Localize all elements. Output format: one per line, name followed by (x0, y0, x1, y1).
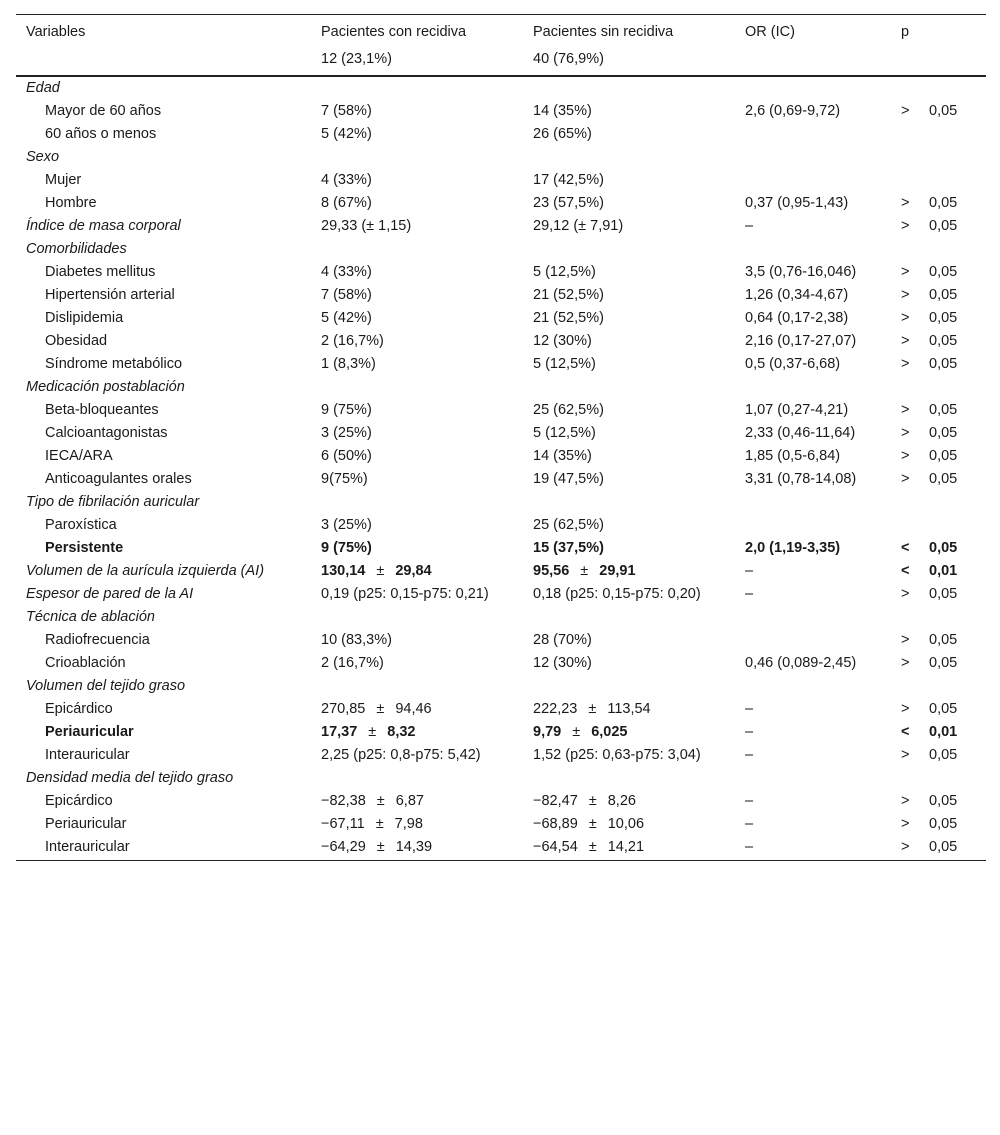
header-or: OR (IC) (735, 15, 891, 46)
row-label: Periauricular (45, 816, 127, 832)
cell-sin: 12 (30%) (533, 333, 592, 349)
section-row (16, 146, 986, 169)
cell-or: – (745, 218, 754, 234)
cell-sin: 14 (35%) (533, 103, 592, 119)
cell-sin: 12 (30%) (533, 655, 592, 671)
cell-con: 1 (8,3%) (321, 356, 376, 372)
table-row (16, 629, 986, 652)
header-n-sin: 40 (76,9%) (523, 45, 735, 76)
p-value: 0,05 (929, 218, 958, 234)
cell-sin: 5 (12,5%) (533, 264, 596, 280)
cell-p (891, 813, 986, 836)
cell-sin: −82,47 ± 8,26 (533, 793, 636, 809)
cell-or: – (735, 836, 891, 861)
cell-or: – (745, 816, 754, 832)
section-label: Medicación postablación (26, 379, 185, 395)
row-label: Crioablación (45, 655, 126, 671)
p-symbol: > (901, 402, 910, 418)
p-value: 0,05 (929, 402, 958, 418)
cell-p (891, 744, 986, 767)
cell-sin: 21 (52,5%) (533, 310, 604, 326)
p-value: 0,01 (929, 724, 958, 740)
table-row (16, 284, 986, 307)
table-row (16, 399, 986, 422)
cell-sin: 14 (35%) (533, 448, 592, 464)
cell-sin: −68,89 ± 10,06 (533, 816, 645, 832)
cell-sin: 95,56 ± 29,91 (533, 563, 636, 579)
row-label: Paroxística (45, 517, 117, 533)
cell-or: 0,37 (0,95-1,43) (745, 195, 849, 211)
p-symbol: > (901, 816, 910, 832)
cell-or: 1,26 (0,34-4,67) (745, 287, 849, 303)
p-symbol: > (901, 287, 910, 303)
cell-or: – (745, 793, 754, 809)
cell-con: 6 (50%) (321, 448, 372, 464)
row-label: Anticoagulantes orales (45, 471, 192, 487)
cell-p (891, 583, 986, 606)
row-label: Epicárdico (45, 701, 113, 717)
p-symbol: > (901, 839, 910, 855)
table-row (16, 123, 986, 146)
cell-p (891, 790, 986, 813)
cell-or: 2,33 (0,46-11,64) (745, 425, 856, 441)
section-label: Tipo de fibrilación auricular (26, 494, 200, 510)
cell-con: 2,25 (p25: 0,8-p75: 5,42) (321, 747, 481, 763)
cell-sin: 29,12 (± 7,91) (533, 218, 624, 234)
row-label: 60 años o menos (45, 126, 157, 142)
cell-sin: 0,18 (p25: 0,15-p75: 0,20) (533, 586, 701, 602)
cell-con: 9 (75%) (321, 402, 372, 418)
cell-p (891, 445, 986, 468)
row-label: Epicárdico (45, 793, 113, 809)
p-symbol: > (901, 218, 910, 234)
p-symbol: > (901, 195, 910, 211)
cell-sin: 5 (12,5%) (533, 356, 596, 372)
p-symbol: > (901, 333, 910, 349)
cell-or: 1,07 (0,27-4,21) (745, 402, 849, 418)
p-value: 0,05 (929, 793, 958, 809)
row-label: Hipertensión arterial (45, 287, 175, 303)
p-value: 0,05 (929, 471, 958, 487)
cell-p (891, 307, 986, 330)
p-value: 0,05 (929, 425, 958, 441)
cell-p (891, 629, 986, 652)
table-row (16, 813, 986, 836)
table-row (16, 514, 986, 537)
row-label: Periauricular (45, 724, 134, 740)
results-table (16, 14, 986, 861)
cell-p (891, 215, 986, 238)
p-value: 0,05 (929, 632, 958, 648)
p-symbol: > (901, 471, 910, 487)
cell-or: 2,16 (0,17-27,07) (745, 333, 857, 349)
section-label: Volumen del tejido graso (26, 678, 186, 694)
p-value: 0,05 (929, 287, 958, 303)
p-symbol: > (901, 793, 910, 809)
p-value: 0,05 (929, 356, 958, 372)
table-row (16, 468, 986, 491)
p-value: 0,05 (929, 448, 958, 464)
cell-con: 4 (33%) (321, 264, 372, 280)
cell-or: 1,85 (0,5-6,84) (745, 448, 841, 464)
cell-con: 17,37 ± 8,32 (321, 724, 416, 740)
row-label: Radiofrecuencia (45, 632, 150, 648)
cell-sin: 17 (42,5%) (533, 172, 604, 188)
cell-sin: 9,79 ± 6,025 (533, 724, 628, 740)
row-label: Obesidad (45, 333, 108, 349)
cell-sin: 28 (70%) (533, 632, 592, 648)
cell-con: 7 (58%) (321, 287, 372, 303)
cell-con: 9 (75%) (321, 540, 372, 556)
p-symbol: > (901, 586, 910, 602)
cell-con: 4 (33%) (321, 172, 372, 188)
cell-con: 29,33 (± 1,15) (321, 218, 412, 234)
table-row (16, 537, 986, 560)
p-value: 0,05 (929, 747, 958, 763)
p-symbol: > (901, 103, 910, 119)
p-symbol: > (901, 425, 910, 441)
cell-or: 3,31 (0,78-14,08) (745, 471, 857, 487)
table-row (16, 721, 986, 744)
cell-con: 8 (67%) (321, 195, 372, 211)
section-label: Comorbilidades (26, 241, 127, 257)
row-label: Índice de masa corporal (26, 218, 181, 234)
section-row (16, 491, 986, 514)
row-label: Persistente (45, 540, 124, 556)
p-symbol: > (901, 310, 910, 326)
cell-or: 2,6 (0,69-9,72) (745, 103, 841, 119)
section-label: Densidad media del tejido graso (26, 770, 234, 786)
section-row (16, 238, 986, 261)
cell-or: – (745, 563, 754, 579)
table-row (16, 169, 986, 192)
cell-con: 5 (42%) (321, 126, 372, 142)
cell-con: 5 (42%) (321, 310, 372, 326)
cell-con: −82,38 ± 6,87 (321, 793, 424, 809)
cell-p (891, 468, 986, 491)
cell-p (891, 836, 986, 861)
header-con-recidiva: Pacientes con recidiva (311, 15, 523, 46)
cell-sin: 25 (62,5%) (533, 517, 604, 533)
p-value: 0,05 (929, 839, 958, 855)
row-label: Síndrome metabólico (45, 356, 183, 372)
cell-or: 0,46 (0,089-2,45) (745, 655, 857, 671)
header-n-row (16, 45, 986, 76)
cell-p (891, 537, 986, 560)
cell-p (891, 330, 986, 353)
row-label: Espesor de pared de la AI (26, 586, 194, 602)
row-label: Hombre (45, 195, 97, 211)
cell-con: −64,29 ± 14,39 (311, 836, 523, 861)
table-row (16, 307, 986, 330)
row-label: Beta-bloqueantes (45, 402, 159, 418)
p-value: 0,05 (929, 264, 958, 280)
cell-or: 2,0 (1,19-3,35) (745, 540, 841, 556)
row-label: Diabetes mellitus (45, 264, 156, 280)
cell-p (891, 721, 986, 744)
table-row (16, 445, 986, 468)
table-row (16, 422, 986, 445)
p-symbol: > (901, 632, 910, 648)
cell-or: – (745, 747, 754, 763)
cell-sin: 25 (62,5%) (533, 402, 604, 418)
table-row (16, 192, 986, 215)
cell-or: 0,5 (0,37-6,68) (745, 356, 841, 372)
table-row (16, 261, 986, 284)
header-sin-recidiva: Pacientes sin recidiva (523, 15, 735, 46)
table-row (16, 583, 986, 606)
cell-con: 130,14 ± 29,84 (321, 563, 432, 579)
p-symbol: > (901, 448, 910, 464)
section-row (16, 606, 986, 629)
table-row (16, 652, 986, 675)
row-label: Dislipidemia (45, 310, 124, 326)
row-label: IECA/ARA (45, 448, 113, 464)
cell-p (891, 353, 986, 376)
cell-con: 270,85 ± 94,46 (321, 701, 432, 717)
p-value: 0,05 (929, 103, 958, 119)
p-symbol: > (901, 701, 910, 717)
cell-sin: 21 (52,5%) (533, 287, 604, 303)
cell-p (891, 652, 986, 675)
cell-or: 3,5 (0,76-16,046) (745, 264, 857, 280)
p-value: 0,05 (929, 816, 958, 832)
cell-p (891, 100, 986, 123)
section-row (16, 76, 986, 100)
cell-con: 7 (58%) (321, 103, 372, 119)
cell-p (891, 284, 986, 307)
cell-sin: 1,52 (p25: 0,63-p75: 3,04) (533, 747, 701, 763)
row-label: Mujer (45, 172, 82, 188)
p-value: 0,05 (929, 586, 958, 602)
cell-p (891, 399, 986, 422)
cell-or: – (745, 586, 754, 602)
section-row (16, 767, 986, 790)
p-symbol: > (901, 655, 910, 671)
section-row (16, 675, 986, 698)
row-label: Interauricular (45, 747, 130, 763)
cell-p (891, 261, 986, 284)
cell-sin: −64,54 ± 14,21 (523, 836, 735, 861)
table-row (16, 836, 986, 861)
table-row (16, 353, 986, 376)
p-symbol: < (901, 724, 910, 740)
cell-sin: 23 (57,5%) (533, 195, 604, 211)
p-symbol: > (901, 747, 910, 763)
table-row (16, 790, 986, 813)
cell-sin: 15 (37,5%) (533, 540, 604, 556)
cell-p (891, 560, 986, 583)
cell-con: 2 (16,7%) (321, 655, 384, 671)
p-symbol: < (901, 563, 910, 579)
cell-con: −67,11 ± 7,98 (321, 816, 423, 832)
cell-sin: 19 (47,5%) (533, 471, 604, 487)
header-row (16, 15, 986, 46)
cell-p (891, 422, 986, 445)
cell-sin: 26 (65%) (533, 126, 592, 142)
section-label: Sexo (26, 149, 60, 165)
table-row (16, 215, 986, 238)
p-value: 0,05 (929, 310, 958, 326)
cell-sin: 222,23 ± 113,54 (533, 701, 651, 717)
p-value: 0,01 (929, 563, 958, 579)
cell-or: – (745, 701, 754, 717)
cell-con: 10 (83,3%) (321, 632, 392, 648)
cell-con: 3 (25%) (321, 425, 372, 441)
header-n-con: 12 (23,1%) (311, 45, 523, 76)
cell-con: 0,19 (p25: 0,15-p75: 0,21) (321, 586, 489, 602)
section-label: Edad (26, 80, 60, 96)
cell-sin: 5 (12,5%) (533, 425, 596, 441)
p-symbol: > (901, 264, 910, 280)
cell-con: 2 (16,7%) (321, 333, 384, 349)
p-symbol: > (901, 356, 910, 372)
section-row (16, 376, 986, 399)
p-value: 0,05 (929, 195, 958, 211)
cell-or: – (745, 724, 754, 740)
p-symbol: < (901, 540, 910, 556)
cell-or: 0,64 (0,17-2,38) (745, 310, 849, 326)
table-row (16, 330, 986, 353)
table-row (16, 698, 986, 721)
row-label: Volumen de la aurícula izquierda (AI) (26, 563, 265, 579)
table-row (16, 100, 986, 123)
cell-con: 9(75%) (321, 471, 368, 487)
section-label: Técnica de ablación (26, 609, 155, 625)
row-label: Calcioantagonistas (45, 425, 168, 441)
row-label: Mayor de 60 años (45, 103, 162, 119)
table-container (16, 14, 986, 861)
p-value: 0,05 (929, 333, 958, 349)
header-variables: Variables (16, 15, 311, 46)
cell-p (891, 192, 986, 215)
header-p: p (891, 15, 986, 46)
p-value: 0,05 (929, 540, 958, 556)
table-row (16, 744, 986, 767)
p-value: 0,05 (929, 701, 958, 717)
table-row (16, 560, 986, 583)
p-value: 0,05 (929, 655, 958, 671)
cell-con: 3 (25%) (321, 517, 372, 533)
cell-p (891, 698, 986, 721)
row-label: Interauricular (16, 836, 311, 861)
